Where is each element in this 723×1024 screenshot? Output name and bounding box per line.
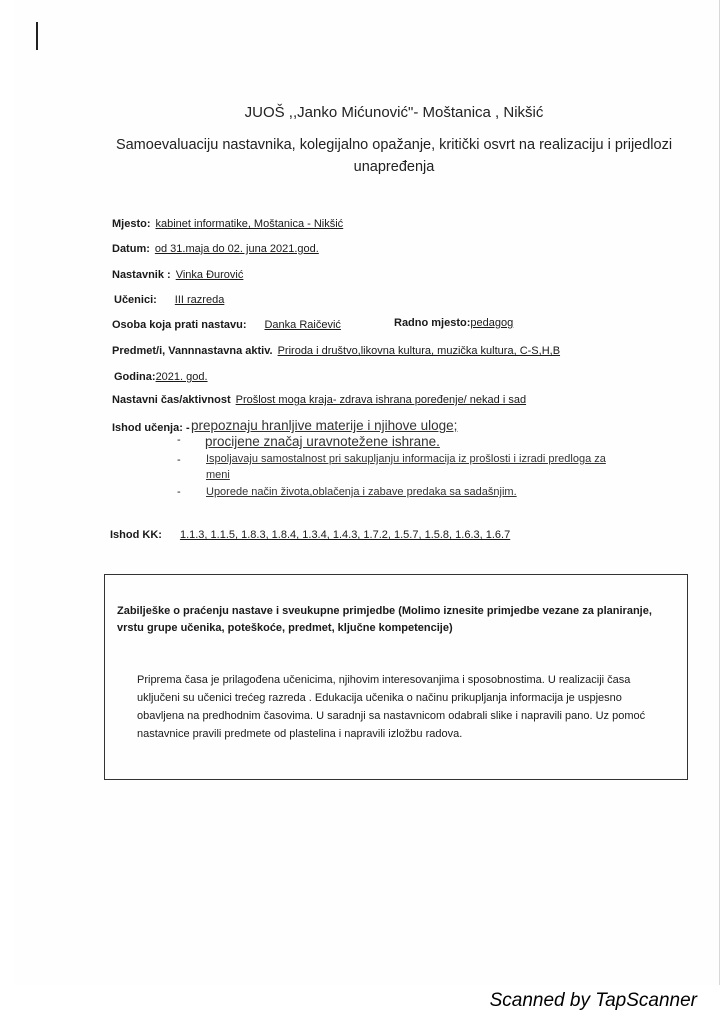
scan-edge-mark (36, 22, 38, 50)
value-datum: od 31.maja do 02. juna 2021.god. (154, 243, 319, 255)
field-datum (112, 243, 319, 255)
notes-heading: Zabilješke o praćenju nastave i sveukupne primjedbe (Molimo iznesite primjedbe vezane za planiranje, vrstu grupe učenika, poteškoće, predmet, ključne kompetencije) (117, 605, 652, 634)
field-nastavnik (112, 269, 243, 281)
scanner-watermark: Scanned by TapScanner (489, 990, 697, 1011)
value-ishod-kk: 1.1.3, 1.1.5, 1.8.3, 1.8.4, 1.3.4, 1.4.3, 1.7.2, 1.5.7, 1.5.8, 1.6.3, 1.6.7 (179, 529, 511, 541)
value-predmet: Priroda i društvo,likovna kultura, muzička kultura, C-S,H,B (277, 345, 561, 357)
label-mjesto: Mjesto: (112, 218, 151, 230)
field-ishod-kk (110, 529, 510, 541)
label-nastavni-cas: Nastavni čas/aktivnost (112, 394, 231, 406)
notes-box (104, 574, 688, 780)
field-godina (114, 371, 208, 383)
value-mjesto: kabinet informatike, Moštanica - Nikšić (155, 218, 344, 230)
field-osoba (112, 319, 341, 331)
label-ishod-ucenja: Ishod učenja: - (112, 422, 190, 434)
notes-body: Priprema časa je prilagođena učenicima, njihovim interesovanjima i sposobnostima. U realizaciji časa uključeni su učenici trećeg razreda . Edukacija učenika o načinu prikupljanja informacija je uspjesno obavljena na predhodnim časovima. U saradnji sa nastavnicom odabrali slike i napravili pano. Uz pomoć nastavnice pravili predmete od plastelina i napravili izložbu radova. (137, 674, 646, 740)
value-radno-mjesto: pedagog (470, 317, 514, 329)
label-datum: Datum: (112, 243, 150, 255)
label-osoba: Osoba koja prati nastavu: (112, 319, 247, 331)
label-predmet: Predmet/i, Vannnastavna aktiv. (112, 345, 273, 357)
field-ucenici (114, 294, 224, 306)
outcome-dash: - (177, 486, 181, 498)
value-godina: 2021. god. (155, 371, 208, 383)
value-ucenici: III razreda (174, 294, 225, 306)
label-ishod-kk: Ishod KK: (110, 529, 162, 541)
label-godina: Godina: (114, 371, 156, 383)
outcome-dash: - (177, 454, 181, 466)
outcome-item: Ispoljavaju samostalnost pri sakupljanju informacija iz prošlosti i izradi predloga za meni (206, 453, 606, 481)
label-nastavnik: Nastavnik : (112, 269, 171, 281)
value-osoba: Danka Raičević (264, 319, 341, 331)
outcome-item: procijene značaj uravnotežene ishrane. (205, 434, 440, 449)
outcome-item: Uporede način života,oblačenja i zabave predaka sa sadašnjim. (206, 486, 517, 498)
school-name: JUOŠ ,,Janko Mićunović"- Moštanica , Nikšić (244, 104, 544, 121)
label-ucenici: Učenici: (114, 294, 157, 306)
value-nastavni-cas: Prošlost moga kraja- zdrava ishrana poređenje/ nekad i sad (235, 394, 527, 406)
field-radno-mjesto (394, 317, 513, 329)
field-mjesto (112, 218, 343, 230)
document-page (14, 0, 720, 985)
field-nastavni-cas (112, 394, 526, 406)
document-title: Samoevaluaciju nastavnika, kolegijalno opažanje, kritički osvrt na realizaciju i prijedlozi unapređenja (115, 137, 673, 175)
label-radno-mjesto: Radno mjesto: (394, 317, 471, 329)
outcome-item: prepoznaju hranljive materije i njihove uloge; (191, 418, 458, 433)
outcome-dash: - (177, 434, 181, 446)
value-nastavnik: Vinka Đurović (175, 269, 244, 281)
field-predmet (112, 345, 560, 357)
